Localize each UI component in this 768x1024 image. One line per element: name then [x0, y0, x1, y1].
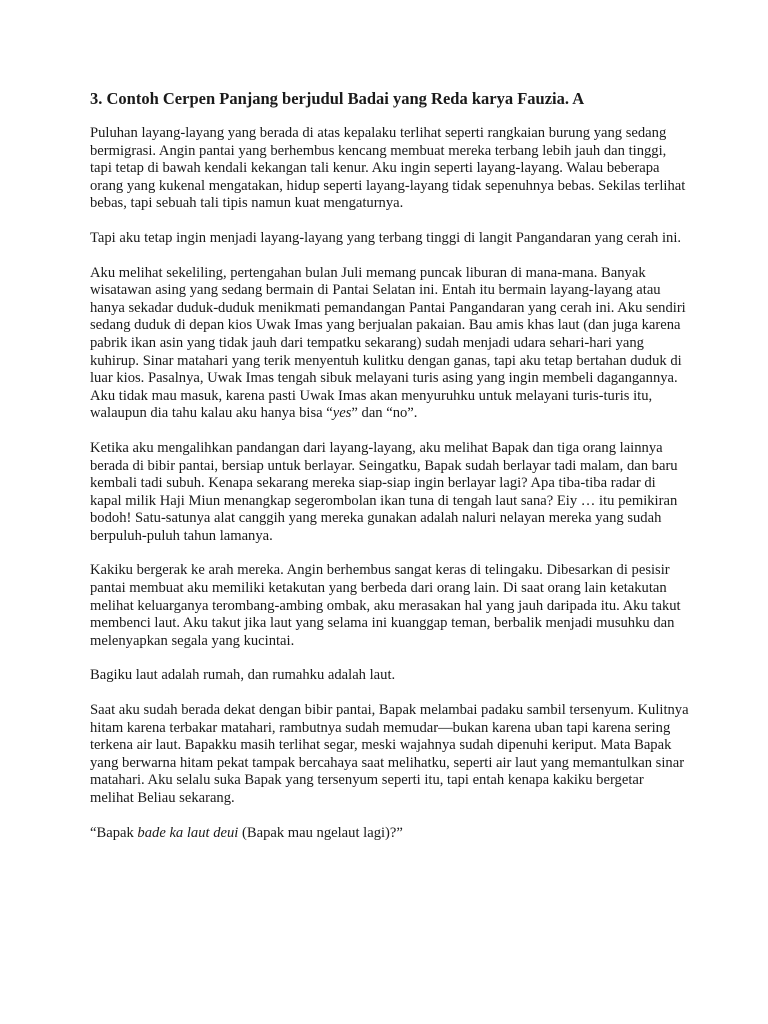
- paragraph-3-text: Aku melihat sekeliling, pertengahan bulan Juli memang puncak liburan di mana-mana. Banyak wisatawan asing yang sedang bermain di Pantai Selatan ini. Entah itu bermain layang-layang atau hanya sekadar duduk-duduk menikmati pemandangan Pantai Pangandaran yang cerah ini. Aku sendiri sedang duduk di depan kios Uwak Imas yang berjualan pakaian. Bau amis khas laut (dan juga karena pabrik ikan asin yang tidak jauh dari tempatku sekarang) sudah menjadi udara sehari-hari yang kuhirup. Sinar matahari yang terik menyentuh kulitku dengan ganas, tapi aku tetap bertahan duduk di luar kios. Pasalnya, Uwak Imas tengah sibuk melayani turis asing yang ingin membeli dagangannya. Aku tidak mau masuk, karena pasti Uwak Imas akan menyuruhku untuk melayani turis-turis itu, walaupun dia tahu kalau aku hanya bisa “: [90, 264, 686, 422]
- document-title: 3. Contoh Cerpen Panjang berjudul Badai yang Reda karya Fauzia. A: [90, 89, 585, 108]
- document-page: [90, 88, 690, 859]
- paragraph-7: Saat aku sudah berada dekat dengan bibir pantai, Bapak melambai padaku sambil tersenyum. Kulitnya hitam karena terbakar matahari, rambutnya sudah memudar—bukan karena uban tapi karena sering terkena air laut. Bapakku masih terlihat segar, meski wajahnya sudah dipenuhi keriput. Mata Bapak yang berwarna hitam pekat tampak bercahaya saat melihatku, seperti air laut yang memantulkan sinar matahari. Aku selalu suka Bapak yang tersenyum seperti itu, tapi entah kenapa kakiku bergetar melihat Beliau sekarang.: [90, 702, 689, 806]
- paragraph-5: Kakiku bergerak ke arah mereka. Angin berhembus sangat keras di telingaku. Dibesarkan di pesisir pantai membuat aku memiliki ketakutan yang berbeda dari orang lain. Di saat orang lain ketakutan melihat keluarganya terombang-ambing ombak, aku merasakan hal yang jauh daripada itu. Aku takut membenci laut. Aku takut jika laut yang selama ini kuanggap teman, berbalik menjadi musuhku dan melenyapkan segala yang kucintai.: [90, 562, 681, 649]
- paragraph-3-text-end: ” dan “no”.: [351, 405, 418, 422]
- paragraph-6: Bagiku laut adalah rumah, dan rumahku adalah laut.: [90, 667, 396, 684]
- paragraph-1: Puluhan layang-layang yang berada di atas kepalaku terlihat seperti rangkaian burung yang sedang bermigrasi. Angin pantai yang berhembus kencang membuat mereka terbang lebih jauh dan tinggi, tapi tetap di bawah kendali kekangan tali kenur. Aku ingin seperti layang-layang. Walau beberapa orang yang kukenal mengatakan, hidup seperti layang-layang tidak sepenuhnya bebas. Sekilas terlihat bebas, tapi sebuah tali tipis namun kuat mengaturnya.: [90, 125, 686, 212]
- paragraph-3-italic: yes: [332, 405, 352, 422]
- paragraph-2: Tapi aku tetap ingin menjadi layang-layang yang terbang tinggi di langit Pangandaran yang cerah ini.: [90, 229, 682, 246]
- paragraph-8-text: “Bapak: [90, 824, 138, 841]
- paragraph-4: Ketika aku mengalihkan pandangan dari layang-layang, aku melihat Bapak dan tiga orang lainnya berada di bibir pantai, bersiap untuk berlayar. Seingatku, Bapak sudah berlayar tadi malam, dan baru kembali tadi subuh. Kenapa sekarang mereka siap-siap ingin berlayar lagi? Apa tiba-tiba radar di kapal milik Haji Miun menangkap segerombolan ikan tuna di tengah laut sana? Eiy … itu pemikiran bodoh! Satu-satunya alat canggih yang mereka gunakan adalah naluri nelayan mereka yang sudah berpuluh-puluh tahun lamanya.: [90, 439, 678, 544]
- paragraph-8: [90, 825, 690, 843]
- paragraph-3: [90, 265, 690, 423]
- paragraph-8-text-end: (Bapak mau ngelaut lagi)?”: [238, 824, 403, 841]
- paragraph-8-italic: bade ka laut deui: [137, 824, 239, 841]
